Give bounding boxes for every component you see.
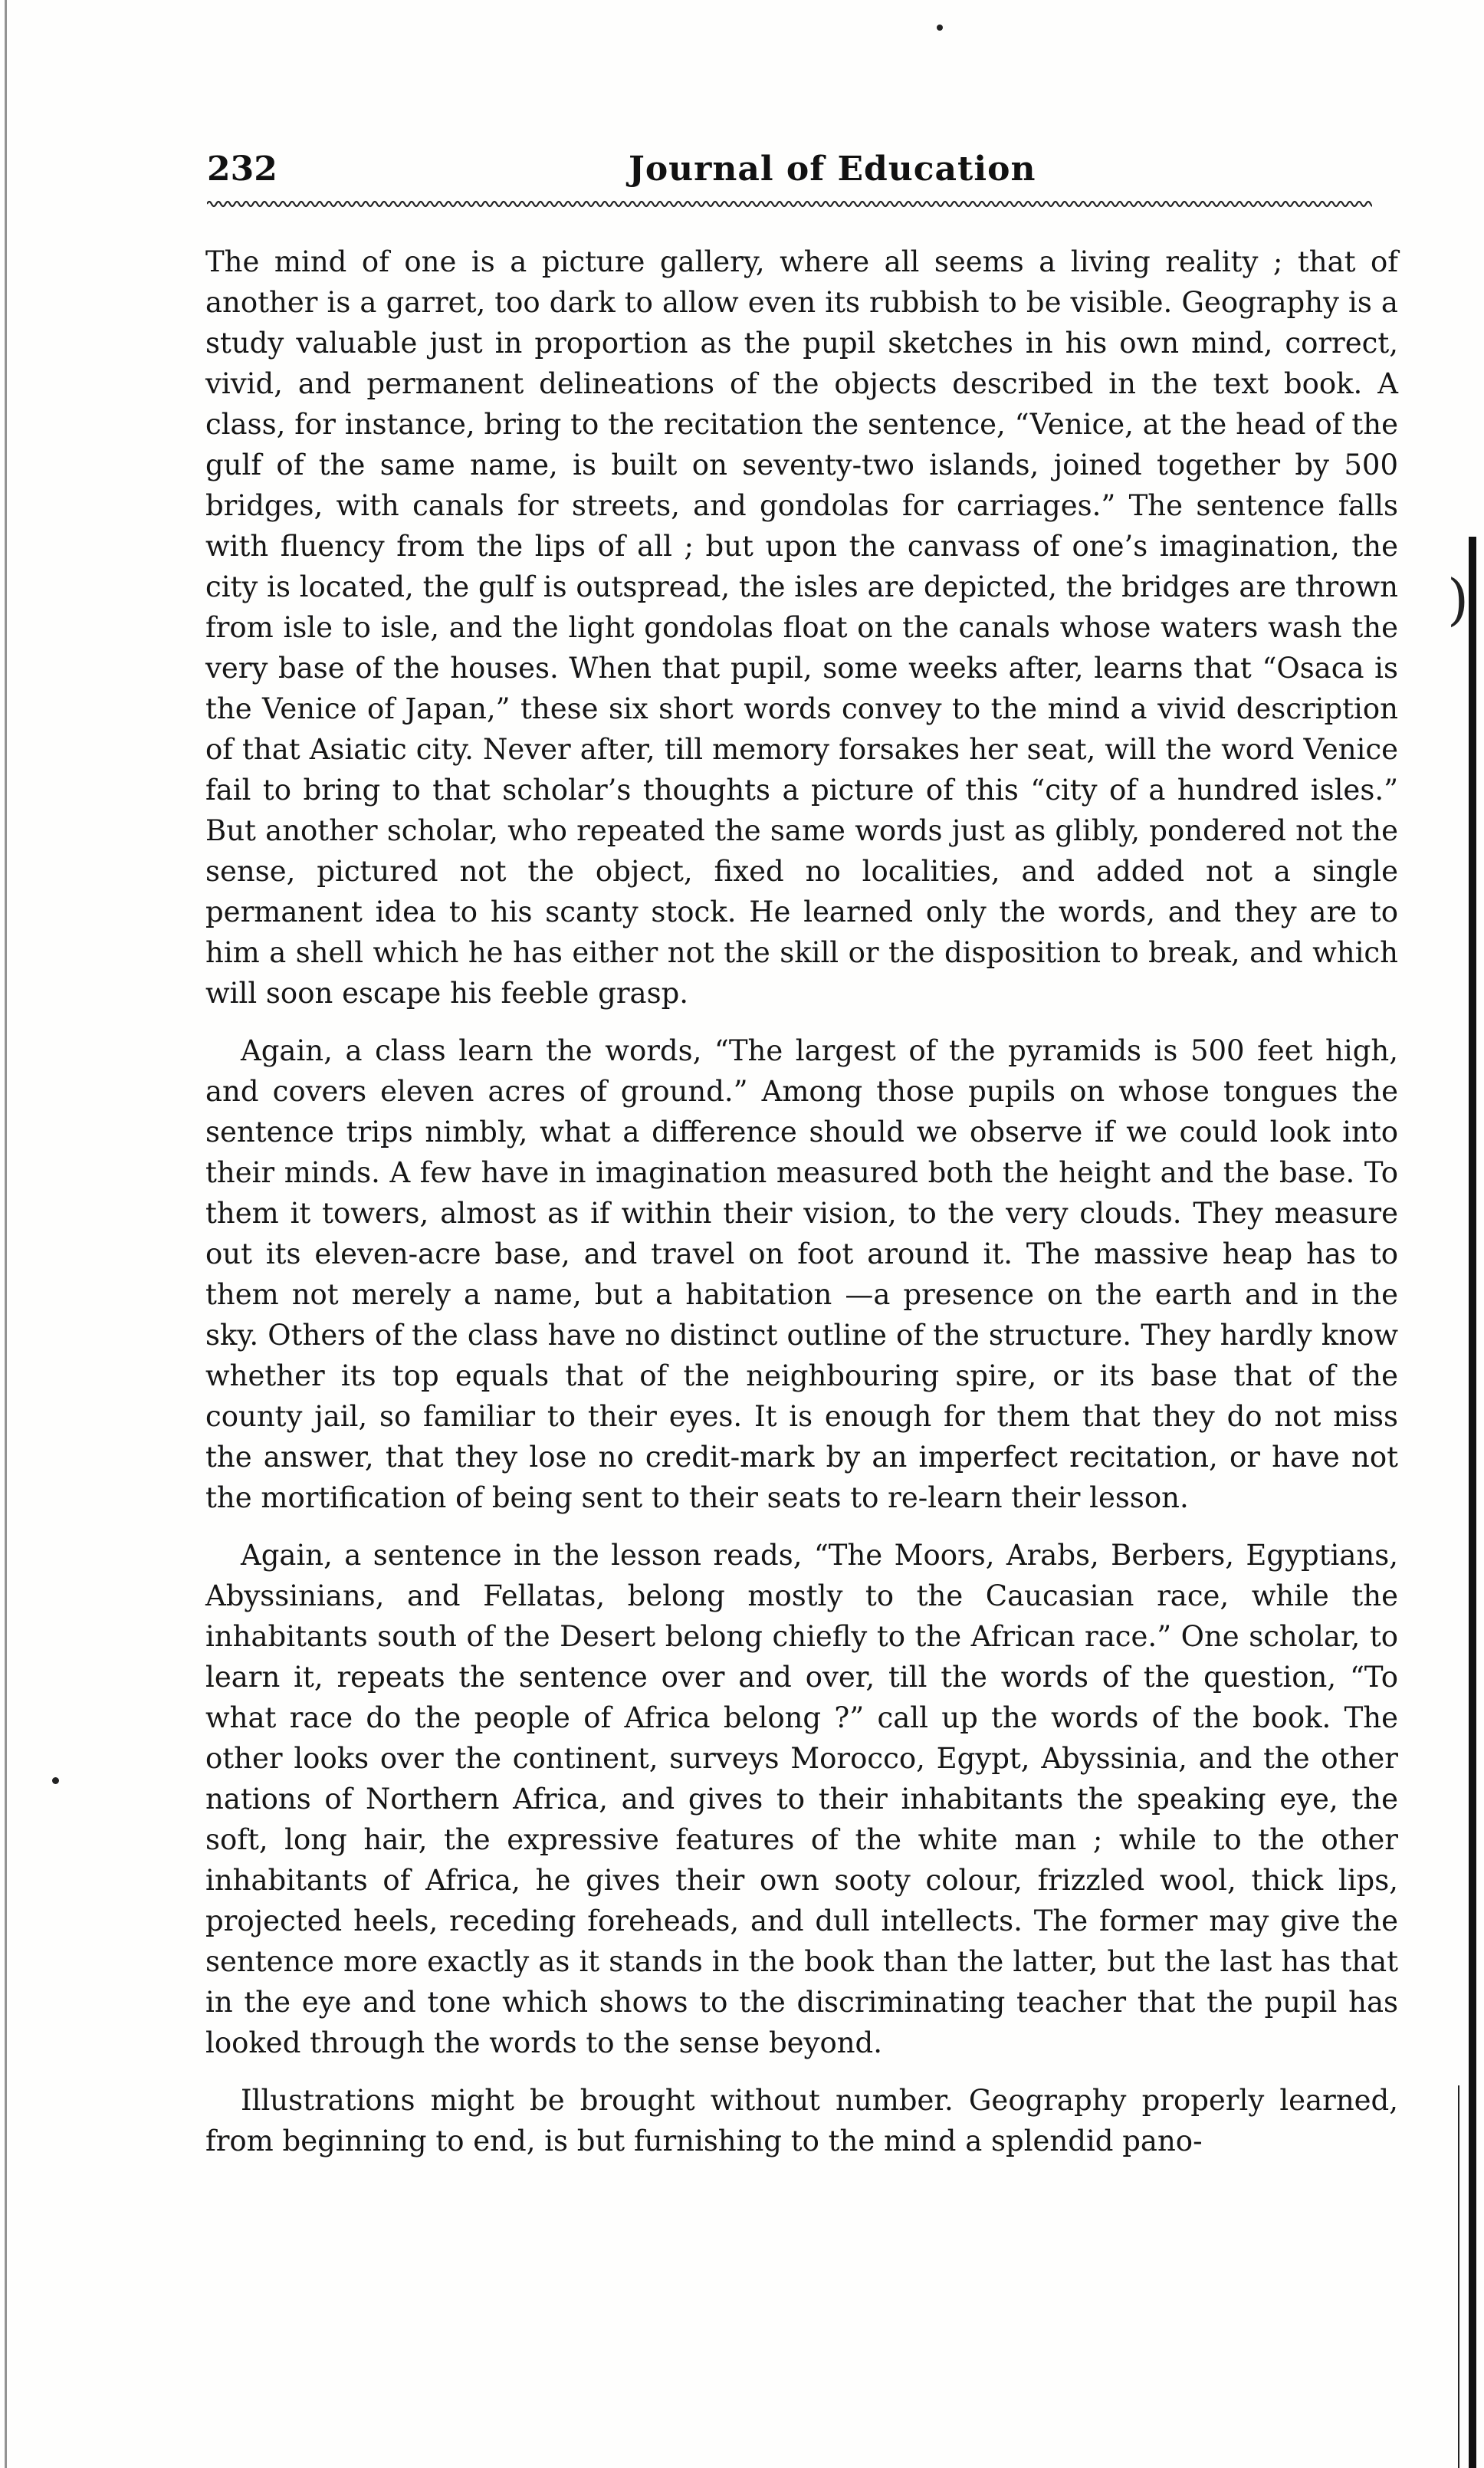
page-header bbox=[207, 150, 1372, 203]
paragraph-4: Illustrations might be brought without number. Geography properly learned, from beginning to end, is but furnishing to the mind a splendid pano- bbox=[205, 2084, 1398, 2157]
paragraph-1: The mind of one is a picture gallery, where all seems a living reality ; that of another is a garret, too dark to allow even its rubbish to be visible. Geography is a study valuable just in proportion as the pupil sketches in his own mind, correct, vivid, and permanent delineations of the objects described in the text book. A class, for instance, bring to the recitation the sentence, “Venice, at the head of the gulf of the same name, is built on seventy-two islands, joined together by 500 bridges, with canals for streets, and gondolas for carriages.” The sentence falls with fluency from the lips of all ; but upon the canvass of one’s imagination, the city is located, the gulf is outspread, the isles are depicted, the bridges are thrown from isle to isle, and the light gondolas float on the canals whose waters wash the very base of the houses. When that pupil, some weeks after, learns that “Osaca is the Venice of Japan,” these six short words convey to the mind a vivid description of that Asiatic city. Never after, till memory forsakes her seat, will the word Venice fail to bring to that scholar’s thoughts a picture of this “city of a hundred isles.” But another scholar, who repeated the same words just as glibly, pondered not the sense, pictured not the object, fixed no localities, and added not a single permanent idea to his scanty stock. He learned only the words, and they are to him a shell which he has either not the skill or the disposition to break, and which will soon escape his feeble grasp. bbox=[205, 245, 1398, 1010]
paragraph-3: Again, a sentence in the lesson reads, “The Moors, Arabs, Berbers, Egyptians, Abyssinians, and Fellatas, belong mostly to the Caucasian race, while the inhabitants south of the Desert belong chiefly to the African race.” One scholar, to learn it, repeats the sentence over and over, till the words of the question, “To what race do the people of Africa belong ?” call up the words of the book. The other looks over the continent, surveys Morocco, Egypt, Abyssinia, and the other nations of Northern Africa, and gives to their inhabitants the speaking eye, the soft, long hair, the expressive features of the white man ; while to the other inhabitants of Africa, he gives their own sooty colour, frizzled wool, thick lips, projected heels, receding foreheads, and dull intellects. The former may give the sentence more exactly as it stands in the book than the latter, but the last has that in the eye and tone which shows to the discriminating teacher that the pupil has looked through the words to the sense beyond. bbox=[205, 1539, 1398, 2059]
binding-edge-right bbox=[1469, 537, 1476, 2468]
page-edge-left bbox=[5, 0, 7, 2468]
ink-speck-left bbox=[52, 1777, 59, 1784]
running-title: Journal of Education bbox=[629, 150, 1036, 189]
binding-line-thin bbox=[1458, 2085, 1459, 2468]
paragraph-2: Again, a class learn the words, “The largest of the pyramids is 500 feet high, and covers eleven acres of ground.” Among those pupils on whose tongues the sentence trips nimbly, what a difference should we observe if we could look into their minds. A few have in imagination measured both the height and the base. To them it towers, almost as if within their vision, to the very clouds. They measure out its eleven-acre base, and travel on foot around it. The massive heap has to them not merely a name, but a habitation —a presence on the earth and in the sky. Others of the class have no distinct outline of the structure. They hardly know whether its top equals that of the neighbouring spire, or its base that of the county jail, so familiar to their eyes. It is enough for them that they do not miss the answer, that they lose no credit-mark by an imperfect recitation, or have not the mortification of being sent to their seats to re-learn their lesson. bbox=[205, 1034, 1398, 1514]
page-number: 232 bbox=[207, 150, 277, 189]
ink-speck-top bbox=[937, 25, 943, 31]
header-wavy-rule bbox=[207, 198, 1372, 210]
margin-bracket: ) bbox=[1447, 567, 1469, 632]
body-text bbox=[205, 242, 1398, 2178]
